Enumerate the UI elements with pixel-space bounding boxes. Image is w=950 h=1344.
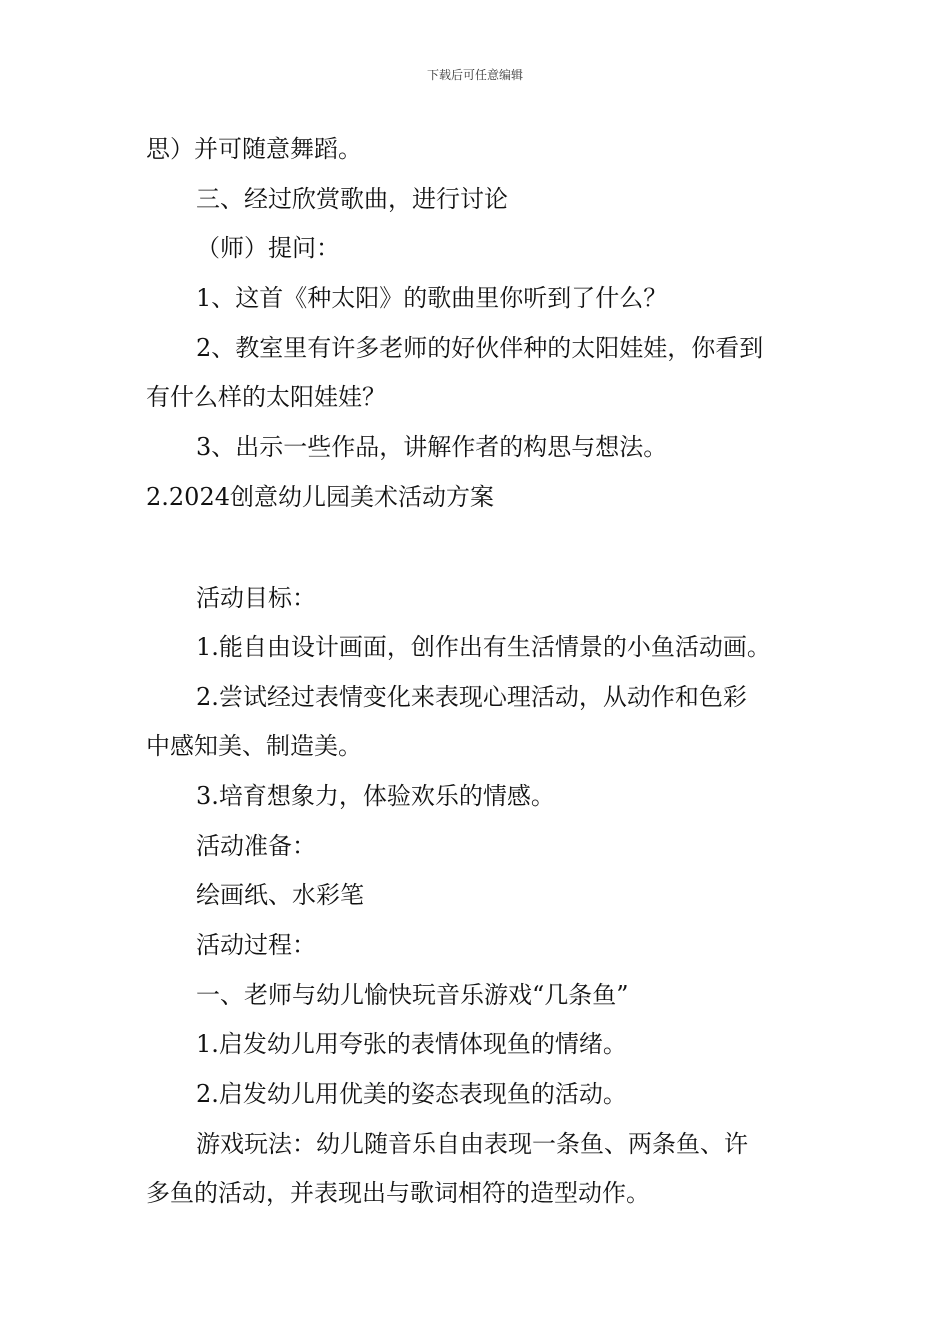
paragraph-line: 一、老师与幼儿愉快玩音乐游戏“几条鱼” [196, 981, 629, 1009]
list-item: 1.启发幼儿用夸张的表情体现鱼的情绪。 [196, 1030, 627, 1058]
list-item: 2.启发幼儿用优美的姿态表现鱼的活动。 [196, 1080, 627, 1108]
list-item: 2、教室里有许多老师的好伙伴种的太阳娃娃，你看到 [196, 334, 764, 362]
document-title: 2.2024创意幼儿园美术活动方案 [146, 483, 494, 511]
paragraph-line: 游戏玩法：幼儿随音乐自由表现一条鱼、两条鱼、许 [196, 1130, 748, 1158]
list-item: 2.尝试经过表情变化来表现心理活动，从动作和色彩 [196, 683, 747, 711]
paragraph-line: 思）并可随意舞蹈。 [146, 135, 362, 163]
section-heading: 活动准备： [196, 832, 316, 860]
section-heading: 活动过程： [196, 931, 316, 959]
page-header: 下载后可任意编辑 [426, 68, 523, 82]
list-item-continuation: 有什么样的太阳娃娃？ [146, 383, 386, 411]
paragraph-line-continuation: 多鱼的活动，并表现出与歌词相符的造型动作。 [146, 1179, 650, 1207]
list-item: 3.培育想象力，体验欢乐的情感。 [196, 782, 555, 810]
list-item-continuation: 中感知美、制造美。 [146, 732, 362, 760]
list-item: 3、出示一些作品，讲解作者的构思与想法。 [196, 433, 668, 461]
section-heading: 活动目标： [196, 584, 316, 612]
list-item: 1.能自由设计画面，创作出有生活情景的小鱼活动画。 [196, 633, 771, 661]
paragraph-line: （师）提问： [196, 234, 340, 262]
section-heading: 三、经过欣赏歌曲，进行讨论 [196, 185, 508, 213]
paragraph-line: 绘画纸、水彩笔 [196, 881, 364, 909]
list-item: 1、这首《种太阳》的歌曲里你听到了什么？ [196, 284, 668, 312]
